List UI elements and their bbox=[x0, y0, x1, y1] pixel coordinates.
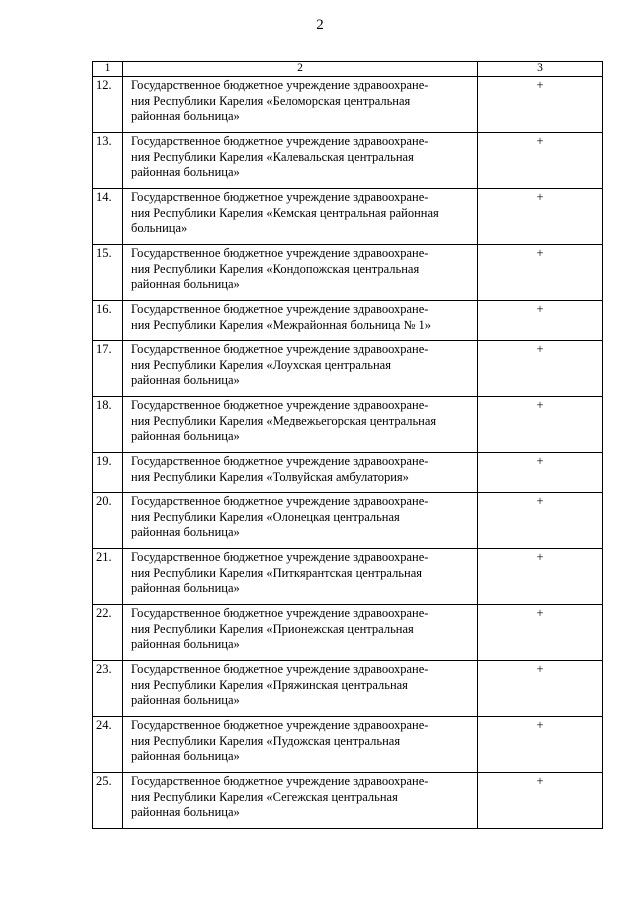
table-row bbox=[93, 189, 603, 245]
table-row bbox=[93, 661, 603, 717]
row-number: 19. bbox=[93, 453, 123, 493]
institution-name: Государственное бюджетное учреждение здравоохране- ния Республики Карелия «Пудожская центральная районная больница» bbox=[123, 717, 478, 773]
table-row bbox=[93, 549, 603, 605]
table-row bbox=[93, 605, 603, 661]
plus-mark: + bbox=[478, 397, 603, 453]
column-header-name: 2 bbox=[123, 62, 478, 77]
institution-name: Государственное бюджетное учреждение здравоохране- ния Республики Карелия «Медвежьегорская центральная районная больница» bbox=[123, 397, 478, 453]
institution-name: Государственное бюджетное учреждение здравоохране- ния Республики Карелия «Кемская центральная районная больница» bbox=[123, 189, 478, 245]
table-row bbox=[93, 717, 603, 773]
plus-mark: + bbox=[478, 773, 603, 829]
row-number: 21. bbox=[93, 549, 123, 605]
table-row bbox=[93, 301, 603, 341]
row-number: 24. bbox=[93, 717, 123, 773]
plus-mark: + bbox=[478, 549, 603, 605]
plus-mark: + bbox=[478, 453, 603, 493]
row-number: 20. bbox=[93, 493, 123, 549]
plus-mark: + bbox=[478, 245, 603, 301]
row-number: 15. bbox=[93, 245, 123, 301]
institution-name: Государственное бюджетное учреждение здравоохране- ния Республики Карелия «Кондопожская центральная районная больница» bbox=[123, 245, 478, 301]
institution-name: Государственное бюджетное учреждение здравоохране- ния Республики Карелия «Прионежская центральная районная больница» bbox=[123, 605, 478, 661]
row-number: 16. bbox=[93, 301, 123, 341]
institution-name: Государственное бюджетное учреждение здравоохране- ния Республики Карелия «Калевальская центральная районная больница» bbox=[123, 133, 478, 189]
institution-name: Государственное бюджетное учреждение здравоохране- ния Республики Карелия «Толвуйская амбулатория» bbox=[123, 453, 478, 493]
plus-mark: + bbox=[478, 661, 603, 717]
institution-name: Государственное бюджетное учреждение здравоохране- ния Республики Карелия «Лоухская центральная районная больница» bbox=[123, 341, 478, 397]
institution-name: Государственное бюджетное учреждение здравоохране- ния Республики Карелия «Межрайонная больница № 1» bbox=[123, 301, 478, 341]
institution-name: Государственное бюджетное учреждение здравоохране- ния Республики Карелия «Сегежская центральная районная больница» bbox=[123, 773, 478, 829]
plus-mark: + bbox=[478, 605, 603, 661]
institution-name: Государственное бюджетное учреждение здравоохране- ния Республики Карелия «Питкярантская центральная районная больница» bbox=[123, 549, 478, 605]
institution-name: Государственное бюджетное учреждение здравоохране- ния Республики Карелия «Олонецкая центральная районная больница» bbox=[123, 493, 478, 549]
plus-mark: + bbox=[478, 189, 603, 245]
row-number: 25. bbox=[93, 773, 123, 829]
row-number: 14. bbox=[93, 189, 123, 245]
column-header-number: 1 bbox=[93, 62, 123, 77]
page-number: 2 bbox=[316, 17, 324, 33]
row-number: 22. bbox=[93, 605, 123, 661]
plus-mark: + bbox=[478, 301, 603, 341]
table-header-row bbox=[93, 62, 603, 77]
institution-name: Государственное бюджетное учреждение здравоохране- ния Республики Карелия «Пряжинская центральная районная больница» bbox=[123, 661, 478, 717]
plus-mark: + bbox=[478, 717, 603, 773]
row-number: 18. bbox=[93, 397, 123, 453]
column-header-mark: 3 bbox=[478, 62, 603, 77]
institution-name: Государственное бюджетное учреждение здравоохране- ния Республики Карелия «Беломорская центральная районная больница» bbox=[123, 77, 478, 133]
row-number: 12. bbox=[93, 77, 123, 133]
plus-mark: + bbox=[478, 341, 603, 397]
table-row bbox=[93, 77, 603, 133]
institutions-table bbox=[92, 61, 603, 829]
table-row bbox=[93, 453, 603, 493]
plus-mark: + bbox=[478, 133, 603, 189]
row-number: 23. bbox=[93, 661, 123, 717]
row-number: 13. bbox=[93, 133, 123, 189]
plus-mark: + bbox=[478, 77, 603, 133]
table-row bbox=[93, 397, 603, 453]
row-number: 17. bbox=[93, 341, 123, 397]
table-row bbox=[93, 493, 603, 549]
table-row bbox=[93, 341, 603, 397]
table-row bbox=[93, 773, 603, 829]
table-row bbox=[93, 133, 603, 189]
plus-mark: + bbox=[478, 493, 603, 549]
table-row bbox=[93, 245, 603, 301]
